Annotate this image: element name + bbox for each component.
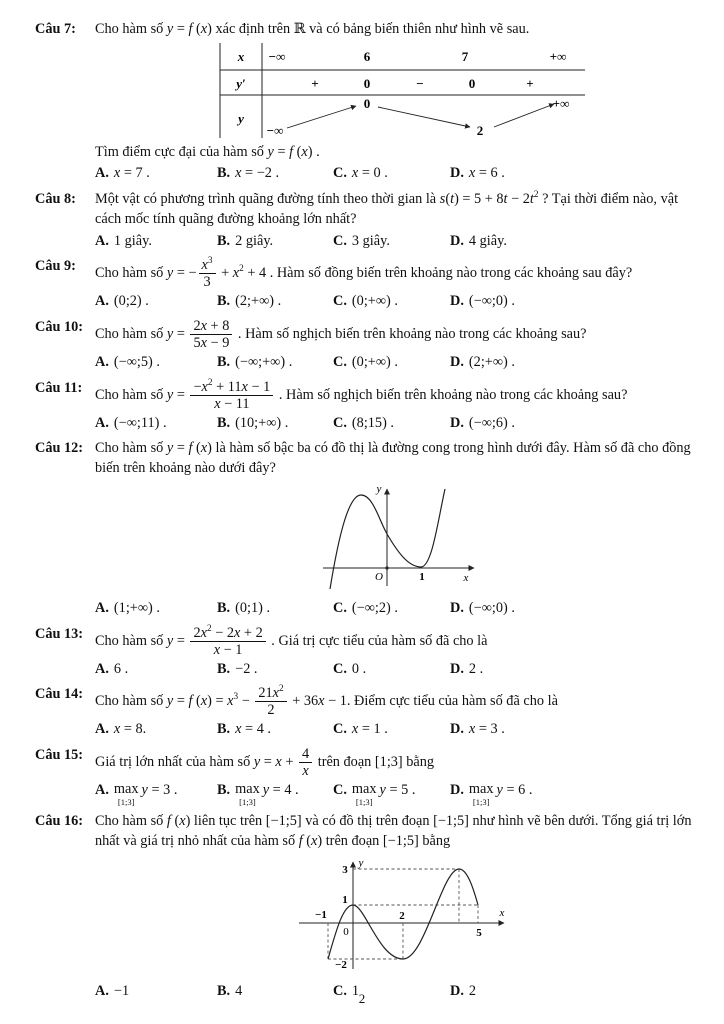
math-expression: y = f (x)	[267, 143, 313, 160]
x-tick-5: 5	[475, 926, 482, 939]
question-stem: Cho hàm số y = − $\frac{x^3}{3}$ + $x^2 + 4$ . Hàm số đồng biến trên khoảng nào trong các khoảng sau đây?	[95, 256, 633, 291]
math-expression: [−1;5]	[433, 813, 469, 830]
option-b: B. max [1;3] y = 4 .	[217, 781, 299, 807]
answer-options	[95, 414, 706, 434]
math-expression: x = 1	[351, 721, 381, 738]
math-expression: y = 6	[496, 782, 526, 799]
wave-graph	[291, 855, 511, 977]
option-d: D. (−∞;0) .	[450, 293, 515, 310]
y-tick-1: 1	[341, 893, 348, 906]
question-10	[35, 318, 706, 373]
question-stem: Cho hàm số f (x) liên tục trên [−1;5] và có đồ thị trên đoạn [−1;5] như hình vẽ bên dưới. Tổng giá trị lớn nhất và giá trị nhỏ nhất của hàm số f (x) trên đoạn [−1;5] bằng	[95, 813, 692, 850]
option-b: B. (−∞;+∞) .	[217, 354, 293, 371]
arrow-down-icon	[378, 107, 470, 127]
math-expression: f (x)	[166, 813, 191, 830]
question-8	[35, 190, 706, 251]
math-expression: [1;3]	[374, 753, 403, 770]
variation-table	[217, 43, 585, 138]
math-expression: [−1;5]	[382, 833, 419, 850]
option-a: A. −1	[95, 982, 130, 999]
cubic-graph	[318, 482, 483, 594]
option-b: B. x = 4 .	[217, 721, 272, 738]
sign-value: −	[415, 75, 424, 91]
option-c: C. (0;+∞) .	[333, 354, 398, 371]
x-tick-2: 2	[398, 909, 405, 922]
option-d: D. 4 giây.	[450, 232, 507, 249]
math-expression: x = 7	[113, 165, 143, 182]
answer-options	[95, 164, 706, 184]
y-value-minus-inf: −∞	[266, 122, 283, 138]
math-expression: (0;1)	[235, 599, 263, 616]
question-7	[35, 20, 706, 184]
math-expression: (0;+∞)	[351, 354, 391, 371]
option-b: B. −2 .	[217, 660, 258, 677]
x-axis-label: x	[463, 571, 469, 584]
option-c: C. (−∞;2) .	[333, 599, 398, 616]
wave-graph-figure	[95, 855, 706, 977]
y-value-max: 0	[363, 95, 370, 111]
option-b: B. x = −2 .	[217, 165, 280, 182]
question-stem: Cho hàm số y = $\frac{2x^2 - 2x + 2}{x - 1}$ . Giá trị cực tiểu của hàm số đã cho là	[95, 623, 488, 658]
math-expression: (0;+∞)	[351, 293, 391, 310]
max-operator: max [1;3]	[235, 781, 260, 807]
option-b: B. 4	[217, 982, 243, 999]
math-expression: x = 4	[235, 721, 264, 738]
fraction: $\frac{21x^2}{2}$	[255, 685, 286, 718]
math-expression: x = 3	[468, 721, 498, 738]
x-value: 6	[363, 48, 370, 64]
option-a: A. (1;+∞) .	[95, 599, 160, 616]
math-expression: y = 4	[262, 782, 292, 799]
option-c: C. 1	[333, 982, 360, 999]
sign-value: +	[310, 75, 319, 91]
arrow-up-icon	[287, 106, 356, 128]
option-d: D. 2 .	[450, 660, 484, 677]
math-expression: [−1;5]	[265, 813, 302, 830]
sign-value: +	[525, 75, 534, 91]
math-expression: y = x +	[253, 753, 297, 770]
math-expression: (−∞;11)	[113, 414, 160, 431]
math-expression: y =	[166, 386, 189, 403]
math-expression: f (x)	[298, 833, 323, 850]
math-expression: x = 6	[468, 165, 498, 182]
math-expression: (10;+∞)	[235, 414, 282, 431]
option-a: A. x = 8.	[95, 721, 147, 738]
option-a: A. x = 7 .	[95, 165, 150, 182]
fraction: $\frac{2x^2 - 2x + 2}{x - 1}$	[190, 625, 265, 658]
question-label: Câu 14:	[35, 686, 84, 703]
math-expression: x = 8	[113, 721, 143, 738]
question-label: Câu 9:	[35, 258, 76, 275]
math-expression: y = f (x)	[166, 440, 212, 457]
sign-value: 0	[363, 75, 370, 91]
question-9	[35, 257, 706, 312]
origin-label: O	[375, 570, 383, 583]
question-15	[35, 746, 706, 806]
fraction: $\frac{x^3}{3}$	[199, 257, 216, 290]
option-d: D. max [1;3] y = 6 .	[450, 781, 533, 807]
option-d: D. (2;+∞) .	[450, 354, 515, 371]
option-d: D. 2	[450, 982, 477, 999]
answer-options	[95, 599, 706, 619]
x-tick-1: 1	[419, 570, 425, 583]
question-stem: Cho hàm số y = $\frac{-x^2 + 11x - 1}{x - 11}$ . Hàm số nghịch biến trên khoảng nào trong các khoảng sau?	[95, 377, 628, 412]
option-b: B. (2;+∞) .	[217, 293, 282, 310]
answer-options	[95, 232, 706, 252]
sign-value: 0	[468, 75, 475, 91]
answer-options	[95, 720, 706, 740]
math-expression: y = −	[166, 265, 197, 282]
option-c: C. (0;+∞) .	[333, 293, 398, 310]
math-expression: (1;+∞)	[113, 599, 153, 616]
question-stem-2: Tìm điểm cực đại của hàm số y = f (x) .	[95, 143, 320, 160]
math-expression: (−∞;2)	[351, 599, 391, 616]
math-expression: y = f (x)	[166, 21, 212, 37]
option-a: A. (−∞;5) .	[95, 354, 160, 371]
option-c: C. 0 .	[333, 660, 367, 677]
y-value-min: 2	[476, 122, 483, 138]
math-expression: (−∞;+∞)	[235, 354, 286, 371]
option-c: C. 3 giây.	[333, 232, 390, 249]
question-label: Câu 7:	[35, 21, 76, 37]
math-expression: (−∞;6)	[468, 414, 508, 431]
math-expression: y = 5	[379, 782, 409, 799]
question-label: Câu 11:	[35, 379, 83, 396]
x-value: −∞	[268, 48, 285, 64]
question-14	[35, 685, 706, 740]
fraction: $\frac{-x^2 + 11x - 1}{x - 11}$	[190, 379, 273, 412]
option-d: D. (−∞;0) .	[450, 599, 515, 616]
x-axis-label: x	[499, 906, 504, 919]
max-operator: max [1;3]	[468, 781, 494, 807]
math-expression: (0;2)	[113, 293, 142, 310]
option-a: A. max [1;3] y = 3 .	[95, 781, 178, 807]
x-tick-minus-1: −1	[314, 908, 327, 921]
math-expression: x = −2	[235, 165, 272, 182]
option-a: A. (−∞;11) .	[95, 414, 167, 431]
option-a: A. 6 .	[95, 660, 129, 677]
fraction: $\frac{2x + 8}{5x - 9}$	[190, 318, 232, 351]
option-d: D. x = 6 .	[450, 165, 505, 182]
math-expression: + $x^2 + 4$	[217, 264, 267, 282]
question-stem: Cho hàm số y = $\frac{2x + 8}{5x - 9}$ . Hàm số nghịch biến trên khoảng nào trong các khoảng sau?	[95, 318, 587, 352]
math-expression: (−∞;5)	[113, 354, 153, 371]
question-label: Câu 8:	[35, 191, 76, 208]
math-expression: (2;+∞)	[235, 293, 275, 310]
math-expression: + 36x − 1	[288, 693, 347, 710]
option-c: C. max [1;3] y = 5 .	[333, 781, 416, 807]
math-expression: $s(t) = 5 + 8t - 2t^2$	[439, 190, 539, 208]
answer-options	[95, 781, 706, 806]
y-tick-minus-2: −2	[334, 958, 347, 971]
option-d: D. (−∞;6) .	[450, 414, 515, 431]
option-b: B. (0;1) .	[217, 599, 271, 616]
option-b: B. 2 giây.	[217, 232, 274, 249]
option-a: A. 1 giây.	[95, 232, 152, 249]
question-11	[35, 379, 706, 434]
x-value: +∞	[549, 48, 566, 64]
option-c: C. (8;15) .	[333, 414, 395, 431]
math-expression: y = f $(x) = x^3$ −	[166, 692, 254, 710]
question-stem: Cho hàm số y = f (x) là hàm số bậc ba có đồ thị là đường cong trong hình dưới đây. Hàm số đã cho đồng biến trên khoảng nào dưới đây?	[95, 440, 691, 477]
question-16	[35, 812, 706, 1001]
answer-options	[95, 353, 706, 373]
question-label: Câu 12:	[35, 440, 84, 457]
question-stem: Một vật có phương trình quãng đường tính theo thời gian là $s(t) = 5 + 8t - 2t^2$ ? Tại thời điểm nào, vật cách mốc tính quãng đường khoảng lớn nhất?	[95, 190, 679, 227]
math-expression: (2;+∞)	[468, 354, 508, 371]
question-label: Câu 16:	[35, 813, 84, 830]
math-expression: y = 3	[141, 782, 171, 799]
question-13	[35, 625, 706, 680]
row-label-y: y	[237, 110, 244, 126]
y-value-plus-inf: +∞	[552, 95, 569, 111]
question-stem: Cho hàm số y = f (x) xác định trên ℝ và có bảng biến thiên như hình vẽ sau.	[95, 21, 530, 37]
x-value: 7	[461, 48, 468, 64]
answer-options	[95, 660, 706, 680]
y-axis-label: y	[376, 482, 382, 495]
page-number: 2	[358, 991, 366, 1007]
question-label: Câu 10:	[35, 319, 84, 336]
question-12	[35, 439, 706, 618]
question-label: Câu 13:	[35, 625, 84, 642]
fraction: $\frac{4}{x}$	[299, 746, 312, 779]
math-expression: x = 0	[351, 165, 381, 182]
math-expression: (−∞;0)	[468, 293, 508, 310]
option-c: C. x = 1 .	[333, 721, 388, 738]
arrow-up-icon	[494, 104, 554, 127]
origin-label: 0	[342, 925, 349, 938]
math-expression: y =	[166, 632, 189, 649]
question-stem: Cho hàm số y = f $(x) = x^3$ − $\frac{21x^2}{2}$ + 36x − 1. Điểm cực tiểu của hàm số đã cho là	[95, 684, 558, 719]
math-expression: y =	[166, 325, 189, 342]
max-operator: max [1;3]	[113, 781, 139, 807]
option-b: B. (10;+∞) .	[217, 414, 289, 431]
question-label: Câu 15:	[35, 747, 84, 764]
option-d: D. x = 3 .	[450, 721, 505, 738]
max-operator: max [1;3]	[351, 781, 377, 807]
math-expression: (8;15)	[351, 414, 387, 431]
y-axis-label: y	[358, 856, 363, 869]
option-a: A. (0;2) .	[95, 293, 149, 310]
row-label-yprime: y′	[235, 75, 246, 91]
row-label-x: x	[237, 48, 244, 64]
origin-dot	[385, 566, 388, 569]
answer-options	[95, 292, 706, 312]
cubic-graph-figure	[95, 482, 706, 594]
question-stem: Giá trị lớn nhất của hàm số y = x + $\frac{4}{x}$ trên đoạn [1;3] bằng	[95, 746, 435, 780]
y-tick-3: 3	[341, 863, 348, 876]
option-c: C. x = 0 .	[333, 165, 388, 182]
math-expression: (−∞;0)	[468, 599, 508, 616]
variation-table-figure	[95, 43, 706, 138]
